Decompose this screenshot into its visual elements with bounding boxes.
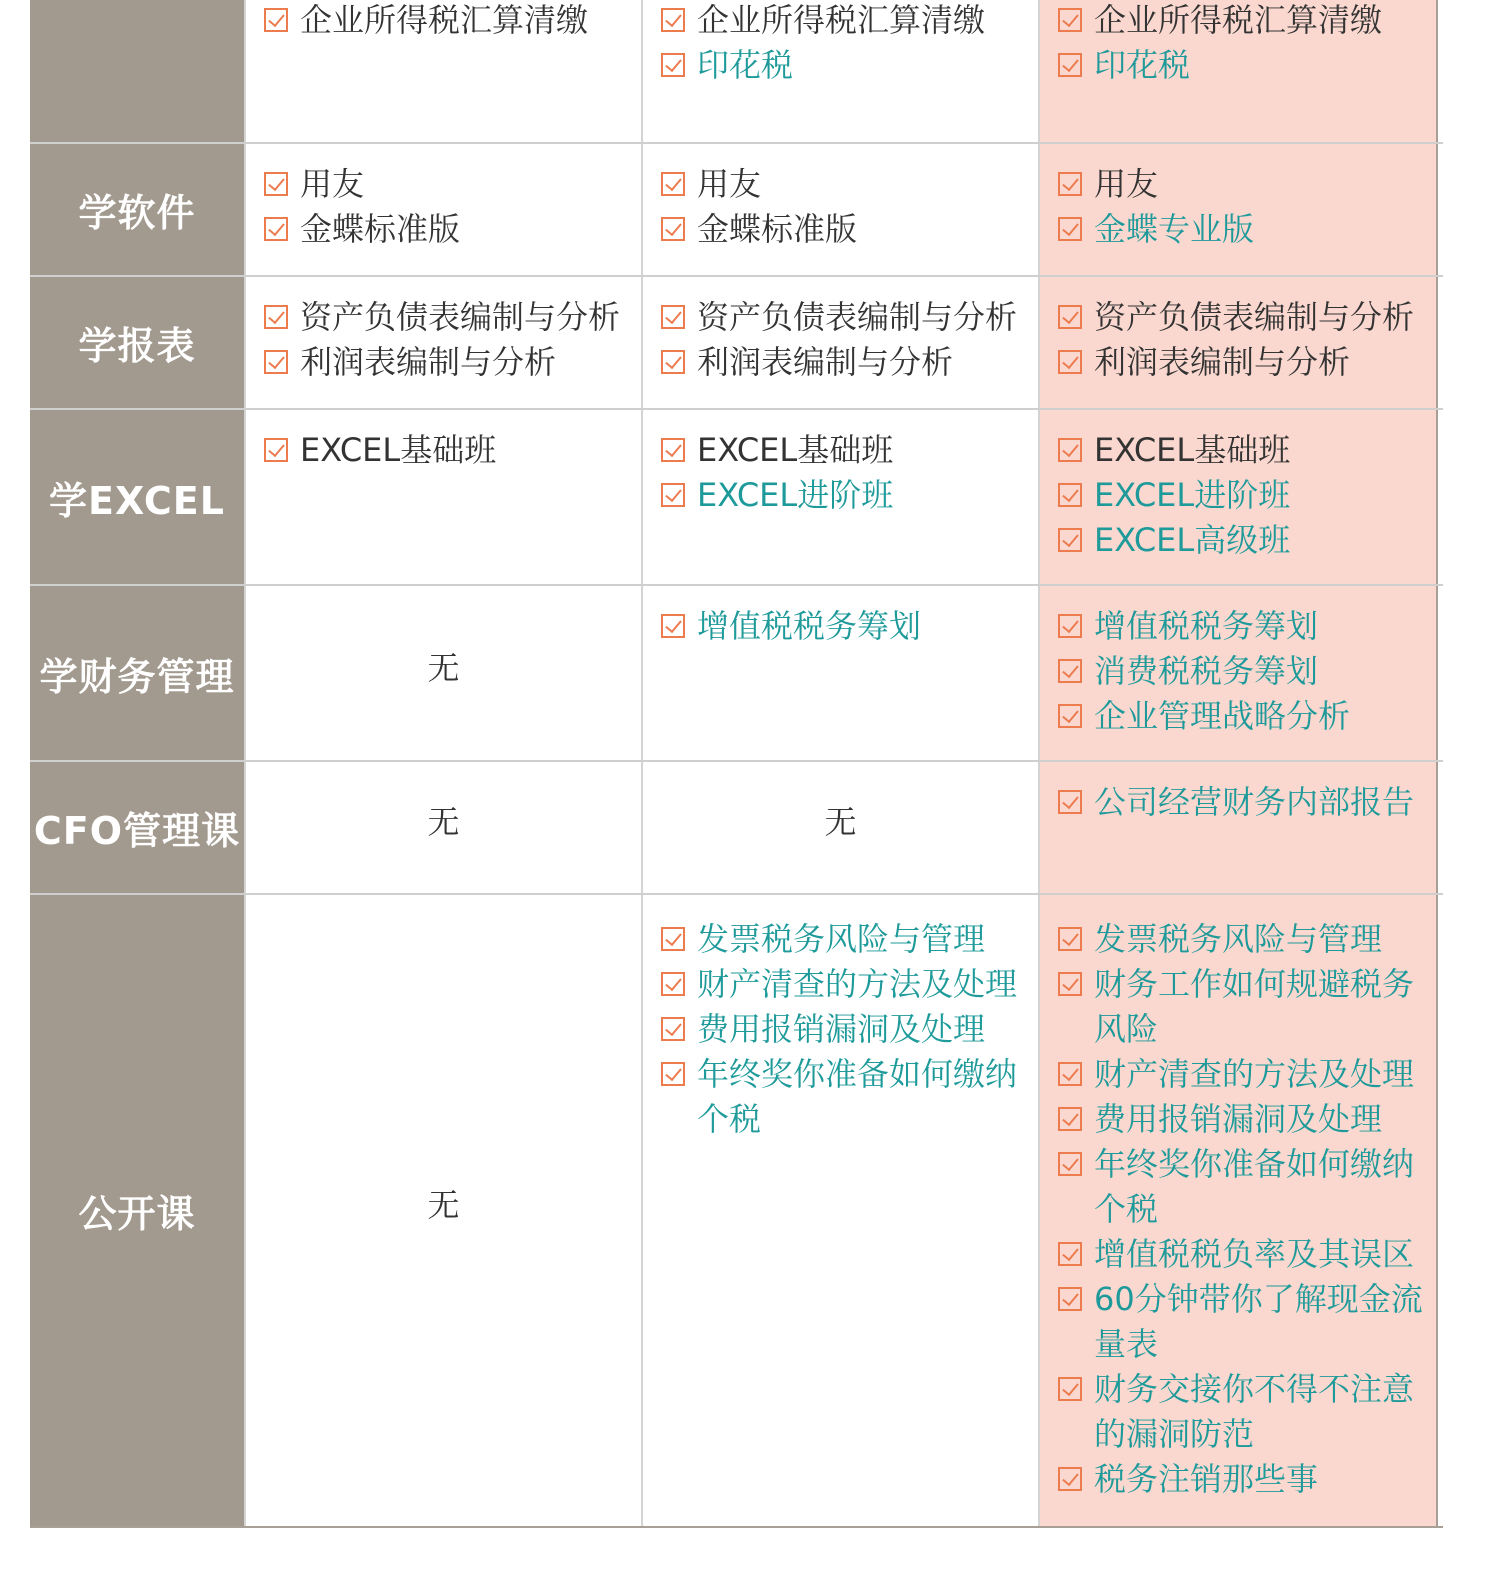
item-text: 印花税: [697, 46, 794, 84]
item-text: 金蝶标准版: [697, 210, 858, 248]
list-item: [264, 295, 629, 340]
row-header: 学报表: [30, 277, 244, 408]
table-cell: [641, 586, 1038, 760]
item-text: 利润表编制与分析: [697, 343, 954, 381]
checkbox-icon: [1058, 305, 1082, 329]
list-item: [1058, 1232, 1424, 1277]
checkbox-icon: [1058, 927, 1082, 951]
item-text: 利润表编制与分析: [1094, 343, 1351, 381]
checkbox-icon: [1058, 1152, 1082, 1176]
checkbox-icon: [661, 1017, 685, 1041]
list-item: [661, 428, 1026, 473]
list-item: [661, 0, 1026, 43]
item-text: 税务注销那些事: [1094, 1460, 1319, 1498]
checkbox-icon: [1058, 1062, 1082, 1086]
table-cell-empty: 无: [244, 586, 641, 760]
list-item: [264, 428, 629, 473]
item-text: 60分钟带你了解现金流量表: [1094, 1280, 1423, 1363]
item-text: 增值税税负率及其误区: [1094, 1235, 1415, 1273]
item-text: EXCEL高级班: [1094, 521, 1291, 559]
checkbox-icon: [1058, 1467, 1082, 1491]
list-item: [264, 162, 629, 207]
item-text: 财产清查的方法及处理: [697, 965, 1018, 1003]
list-item: [1058, 604, 1424, 649]
item-text: 印花税: [1094, 46, 1191, 84]
list-item: [1058, 1277, 1424, 1367]
item-text: 利润表编制与分析: [300, 343, 557, 381]
item-text: 资产负债表编制与分析: [300, 298, 621, 336]
list-item: [264, 0, 629, 43]
list-item: [1058, 1097, 1424, 1142]
list-item: [1058, 43, 1424, 88]
checkbox-icon: [1058, 483, 1082, 507]
checkbox-icon: [1058, 1377, 1082, 1401]
item-text: 企业所得税汇算清缴: [1094, 1, 1383, 39]
checkbox-icon: [264, 8, 288, 32]
item-text: EXCEL进阶班: [697, 476, 894, 514]
list-item: [661, 340, 1026, 385]
checkbox-icon: [1058, 528, 1082, 552]
item-text: 增值税税务筹划: [697, 607, 922, 645]
list-item: [661, 43, 1026, 88]
list-item: [1058, 780, 1424, 825]
table-row: [30, 760, 1443, 893]
table-cell: [641, 277, 1038, 408]
item-text: 发票税务风险与管理: [1094, 920, 1383, 958]
list-item: [1058, 473, 1424, 518]
checkbox-icon: [1058, 1287, 1082, 1311]
item-text: 企业管理战略分析: [1094, 697, 1351, 735]
list-item: [264, 340, 629, 385]
list-item: [1058, 649, 1424, 694]
list-item: [1058, 295, 1424, 340]
list-item: [1058, 1142, 1424, 1232]
item-text: EXCEL基础班: [1094, 431, 1291, 469]
checkbox-icon: [1058, 790, 1082, 814]
table-row: [30, 0, 1443, 142]
table-cell: [244, 277, 641, 408]
list-item: [1058, 1367, 1424, 1457]
list-item: [1058, 694, 1424, 739]
checkbox-icon: [264, 438, 288, 462]
item-text: EXCEL基础班: [697, 431, 894, 469]
list-item: [1058, 428, 1424, 473]
table-cell: [244, 410, 641, 584]
list-item: [1058, 518, 1424, 563]
list-item: [661, 162, 1026, 207]
table-cell: [641, 410, 1038, 584]
item-text: 企业所得税汇算清缴: [300, 1, 589, 39]
checkbox-icon: [264, 305, 288, 329]
checkbox-icon: [1058, 172, 1082, 196]
item-text: 用友: [300, 165, 365, 203]
table-row: [30, 893, 1443, 1528]
item-text: 增值税税务筹划: [1094, 607, 1319, 645]
list-item: [661, 473, 1026, 518]
item-text: 费用报销漏洞及处理: [697, 1010, 986, 1048]
item-text: 发票税务风险与管理: [697, 920, 986, 958]
list-item: [1058, 917, 1424, 962]
row-header: [30, 0, 244, 142]
item-text: 金蝶标准版: [300, 210, 461, 248]
item-text: 年终奖你准备如何缴纳个税: [697, 1055, 1018, 1138]
item-text: 财产清查的方法及处理: [1094, 1055, 1415, 1093]
checkbox-icon: [661, 305, 685, 329]
table-cell: [244, 144, 641, 275]
table-cell: [641, 144, 1038, 275]
checkbox-icon: [661, 972, 685, 996]
item-text: 消费税税务筹划: [1094, 652, 1319, 690]
checkbox-icon: [1058, 704, 1082, 728]
list-item: [661, 962, 1026, 1007]
row-header: 学EXCEL: [30, 410, 244, 584]
item-text: 财务交接你不得不注意的漏洞防范: [1094, 1370, 1415, 1453]
table-cell: [1038, 144, 1438, 275]
table-row: [30, 275, 1443, 408]
table-row: [30, 142, 1443, 275]
row-header: 学财务管理: [30, 586, 244, 760]
list-item: [661, 1007, 1026, 1052]
list-item: [1058, 1052, 1424, 1097]
table-cell-empty: 无: [641, 762, 1038, 893]
table-cell: [1038, 277, 1438, 408]
table-cell: [641, 0, 1038, 142]
item-text: 用友: [697, 165, 762, 203]
item-text: 用友: [1094, 165, 1159, 203]
table-cell: [1038, 762, 1438, 893]
list-item: [1058, 0, 1424, 43]
checkbox-icon: [1058, 53, 1082, 77]
table-cell: [244, 0, 641, 142]
checkbox-icon: [1058, 972, 1082, 996]
item-text: 资产负债表编制与分析: [1094, 298, 1415, 336]
row-header: 学软件: [30, 144, 244, 275]
list-item: [661, 917, 1026, 962]
row-header: 公开课: [30, 895, 244, 1526]
checkbox-icon: [1058, 350, 1082, 374]
checkbox-icon: [1058, 438, 1082, 462]
checkbox-icon: [661, 53, 685, 77]
checkbox-icon: [264, 172, 288, 196]
checkbox-icon: [661, 217, 685, 241]
table-row: [30, 408, 1443, 584]
item-text: 财务工作如何规避税务风险: [1094, 965, 1415, 1048]
checkbox-icon: [661, 438, 685, 462]
item-text: 资产负债表编制与分析: [697, 298, 1018, 336]
table-row: [30, 584, 1443, 760]
checkbox-icon: [661, 8, 685, 32]
table-cell: [1038, 0, 1438, 142]
course-comparison-table: [30, 0, 1443, 1528]
table-cell-empty: 无: [244, 895, 641, 1526]
checkbox-icon: [1058, 217, 1082, 241]
table-cell: [1038, 586, 1438, 760]
item-text: 金蝶专业版: [1094, 210, 1255, 248]
checkbox-icon: [661, 1062, 685, 1086]
item-text: 费用报销漏洞及处理: [1094, 1100, 1383, 1138]
table-cell: [1038, 410, 1438, 584]
list-item: [1058, 162, 1424, 207]
list-item: [661, 1052, 1026, 1142]
table-cell-empty: 无: [244, 762, 641, 893]
table-cell: [1038, 895, 1438, 1526]
item-text: EXCEL进阶班: [1094, 476, 1291, 514]
list-item: [1058, 207, 1424, 252]
checkbox-icon: [1058, 614, 1082, 638]
item-text: EXCEL基础班: [300, 431, 497, 469]
list-item: [1058, 340, 1424, 385]
list-item: [661, 207, 1026, 252]
checkbox-icon: [264, 217, 288, 241]
item-text: 公司经营财务内部报告: [1094, 783, 1415, 821]
checkbox-icon: [1058, 8, 1082, 32]
item-text: 年终奖你准备如何缴纳个税: [1094, 1145, 1415, 1228]
checkbox-icon: [264, 350, 288, 374]
checkbox-icon: [1058, 1107, 1082, 1131]
checkbox-icon: [1058, 1242, 1082, 1266]
checkbox-icon: [1058, 659, 1082, 683]
list-item: [1058, 1457, 1424, 1502]
list-item: [1058, 962, 1424, 1052]
checkbox-icon: [661, 350, 685, 374]
table-cell: [641, 895, 1038, 1526]
checkbox-icon: [661, 614, 685, 638]
list-item: [661, 604, 1026, 649]
list-item: [264, 207, 629, 252]
row-header: CFO管理课: [30, 762, 244, 893]
checkbox-icon: [661, 927, 685, 951]
checkbox-icon: [661, 483, 685, 507]
list-item: [661, 295, 1026, 340]
checkbox-icon: [661, 172, 685, 196]
item-text: 企业所得税汇算清缴: [697, 1, 986, 39]
